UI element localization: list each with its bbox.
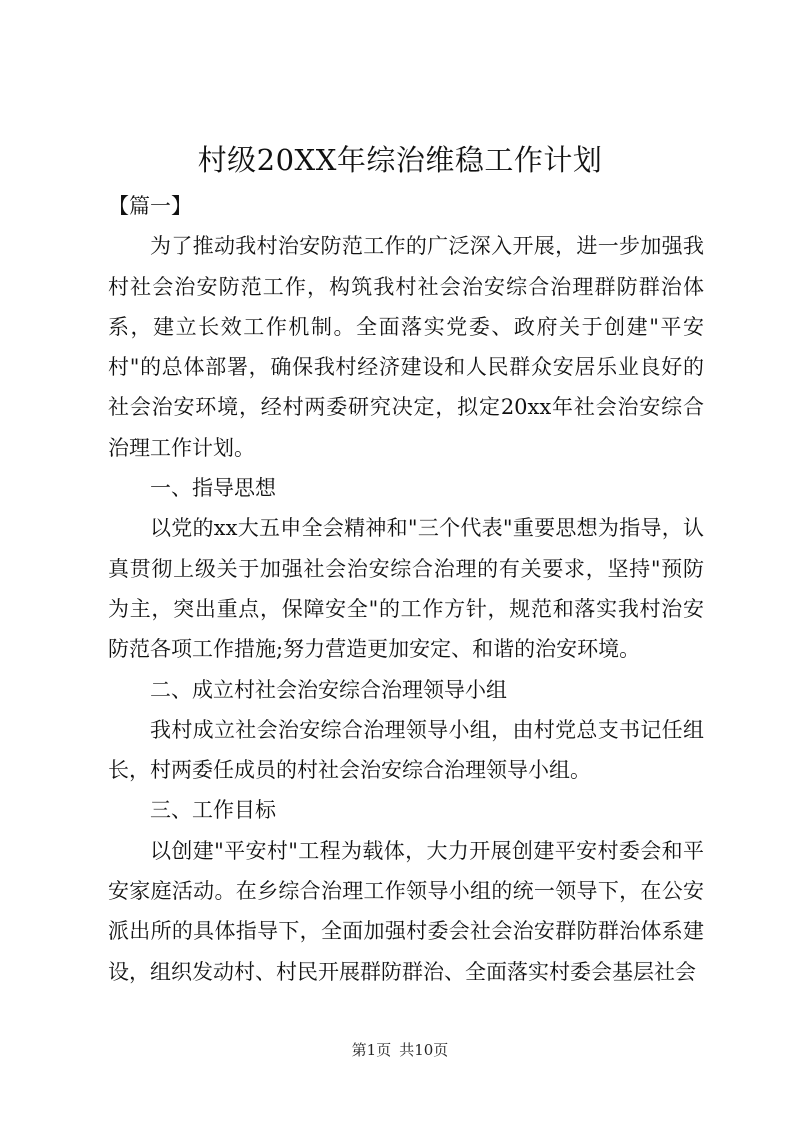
section-tag: 【篇一】 — [108, 194, 192, 218]
heading-leading-group: 二、成立村社会治安综合治理领导小组 — [150, 677, 507, 702]
heading-guiding-ideology: 一、指导思想 — [150, 476, 276, 501]
document-title: 村级20XX年综治维稳工作计划 — [197, 143, 603, 177]
page-number: 第1页 — [351, 1041, 392, 1059]
page-footer — [0, 1040, 800, 1060]
heading-work-goals: 三、工作目标 — [150, 798, 276, 823]
document-body — [108, 186, 704, 992]
paragraph-leading-group: 我村成立社会治安综合治理领导小组，由村党总支书记任组长，村两委任成员的村社会治安综合治理领导小组。 — [108, 717, 704, 783]
paragraph-work-goals: 以创建"平安村"工程为载体，大力开展创建平安村委会和平安家庭活动。在乡综合治理工作领导小组的统一领导下，在公安派出所的具体指导下，全面加强村委会社会治安群防群治体系建设，组织发动村、村民开展群防群治、全面落实村委会基层社会 — [108, 838, 704, 984]
page-total: 共10页 — [399, 1041, 449, 1059]
paragraph-guiding-ideology: 以党的xx大五申全会精神和"三个代表"重要思想为指导，认真贯彻上级关于加强社会治安综合治理的有关要求，坚持"预防为主，突出重点，保障安全"的工作方针，规范和落实我村治安防范各项工作措施;努力营造更加安定、和谐的治安环境。 — [108, 516, 704, 662]
paragraph-intro: 为了推动我村治安防范工作的广泛深入开展，进一步加强我村社会治安防范工作，构筑我村社会治安综合治理群防群治体系，建立长效工作机制。全面落实党委、政府关于创建"平安村"的总体部署，确保我村经济建设和人民群众安居乐业良好的社会治安环境，经村两委研究决定，拟定20xx年社会治安综合治理工作计划。 — [108, 234, 704, 460]
